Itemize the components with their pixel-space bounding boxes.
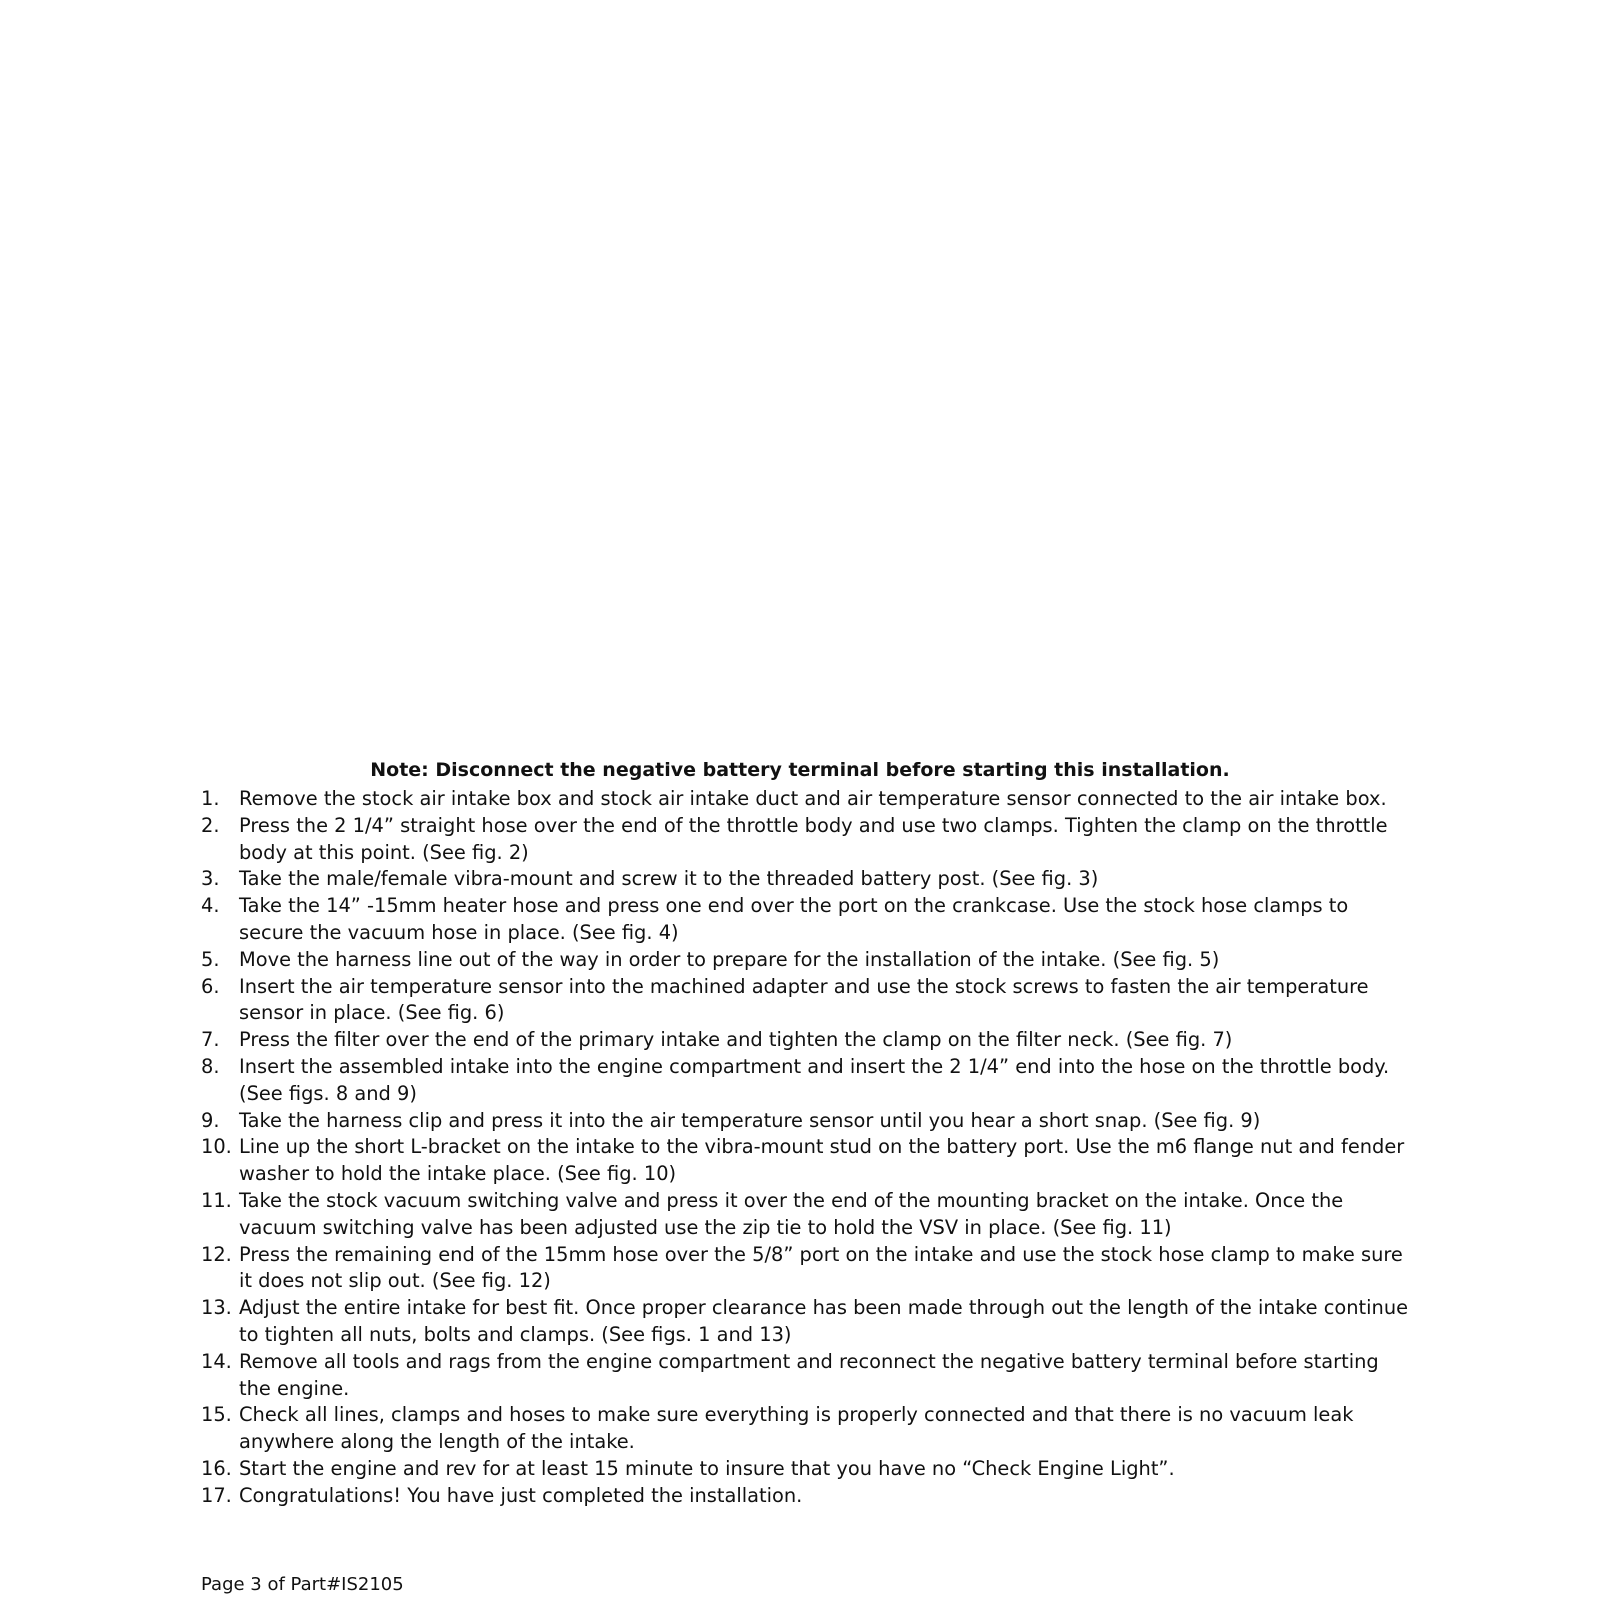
step-text: Move the harness line out of the way in order to prepare for the installation of the intake. (See fig. 5) bbox=[239, 947, 1220, 971]
step-text: Press the filter over the end of the primary intake and tighten the clamp on the filter neck. (See fig. 7) bbox=[239, 1028, 1233, 1052]
step-text: Take the stock vacuum switching valve and press it over the end of the mounting bracket on the intake. Once the vacuum switching valve has been adjusted use the zip tie to hold the VSV in place. (See fig. 11) bbox=[239, 1188, 1344, 1239]
step-number: 4. bbox=[201, 894, 220, 918]
step-11 bbox=[201, 1188, 1411, 1242]
step-number: 12. bbox=[201, 1242, 232, 1266]
step-16 bbox=[201, 1456, 1411, 1483]
step-text: Take the 14” -15mm heater hose and press one end over the port on the crankcase. Use the stock hose clamps to secure the vacuum hose in place. (See fig. 4) bbox=[239, 894, 1349, 944]
step-number: 13. bbox=[201, 1296, 232, 1320]
step-text: Press the 2 1/4” straight hose over the end of the throttle body and use two clamps. Tighten the clamp on the throttle body at this point. (See fig. 2) bbox=[239, 813, 1388, 864]
step-number: 17. bbox=[201, 1483, 232, 1507]
page-footer: Page 3 of Part#IS2105 bbox=[201, 1574, 404, 1595]
step-text: Press the remaining end of the 15mm hose over the 5/8” port on the intake and use the stock hose clamp to make sure it does not slip out. (See fig. 12) bbox=[239, 1242, 1403, 1293]
step-text: Adjust the entire intake for best fit. Once proper clearance has been made through out the length of the intake continue to tighten all nuts, bolts and clamps. (See figs. 1 and 13) bbox=[239, 1296, 1409, 1346]
step-2 bbox=[201, 813, 1411, 867]
step-number: 2. bbox=[201, 813, 220, 837]
step-7 bbox=[201, 1027, 1411, 1054]
step-number: 10. bbox=[201, 1135, 232, 1159]
step-10 bbox=[201, 1134, 1411, 1188]
step-text: Check all lines, clamps and hoses to make sure everything is properly connected and that there is no vacuum leak anywhere along the length of the intake. bbox=[239, 1403, 1354, 1454]
step-text: Take the harness clip and press it into the air temperature sensor until you hear a short snap. (See fig. 9) bbox=[239, 1108, 1261, 1132]
step-text: Insert the air temperature sensor into the machined adapter and use the stock screws to fasten the air temperature sensor in place. (See fig. 6) bbox=[239, 974, 1369, 1025]
step-text: Start the engine and rev for at least 15 minute to insure that you have no “Check Engine Light”. bbox=[239, 1456, 1175, 1480]
step-17 bbox=[201, 1483, 1411, 1510]
step-13 bbox=[201, 1295, 1411, 1349]
step-text: Line up the short L-bracket on the intake to the vibra-mount stud on the battery port. Use the m6 flange nut and fender washer to hold the intake place. (See fig. 10) bbox=[239, 1135, 1405, 1186]
step-text: Congratulations! You have just completed the installation. bbox=[239, 1483, 803, 1507]
step-number: 7. bbox=[201, 1028, 220, 1052]
step-text: Take the male/female vibra-mount and screw it to the threaded battery post. (See fig. 3) bbox=[239, 867, 1099, 891]
step-number: 6. bbox=[201, 974, 220, 998]
step-12 bbox=[201, 1242, 1411, 1296]
step-number: 1. bbox=[201, 787, 220, 810]
step-6 bbox=[201, 974, 1411, 1028]
step-4 bbox=[201, 893, 1411, 947]
step-number: 11. bbox=[201, 1188, 232, 1212]
step-3 bbox=[201, 866, 1411, 893]
installation-steps-list bbox=[201, 786, 1411, 1510]
step-text: Remove the stock air intake box and stock air intake duct and air temperature sensor connected to the air intake box. bbox=[239, 787, 1387, 810]
step-number: 16. bbox=[201, 1456, 232, 1480]
step-number: 8. bbox=[201, 1054, 220, 1078]
step-number: 3. bbox=[201, 867, 220, 891]
step-15 bbox=[201, 1402, 1411, 1456]
step-number: 5. bbox=[201, 947, 220, 971]
step-number: 14. bbox=[201, 1349, 232, 1373]
step-8 bbox=[201, 1054, 1411, 1108]
step-5 bbox=[201, 947, 1411, 974]
step-number: 9. bbox=[201, 1108, 220, 1132]
step-9 bbox=[201, 1108, 1411, 1135]
step-text: Remove all tools and rags from the engine compartment and reconnect the negative battery terminal before starting the engine. bbox=[239, 1349, 1379, 1400]
step-14 bbox=[201, 1349, 1411, 1403]
step-number: 15. bbox=[201, 1403, 232, 1427]
step-1 bbox=[201, 786, 1411, 813]
installation-note: Note: Disconnect the negative battery terminal before starting this installation. bbox=[370, 759, 1230, 781]
step-text: Insert the assembled intake into the engine compartment and insert the 2 1/4” end into the hose on the throttle body. (See figs. 8 and 9) bbox=[239, 1054, 1390, 1105]
